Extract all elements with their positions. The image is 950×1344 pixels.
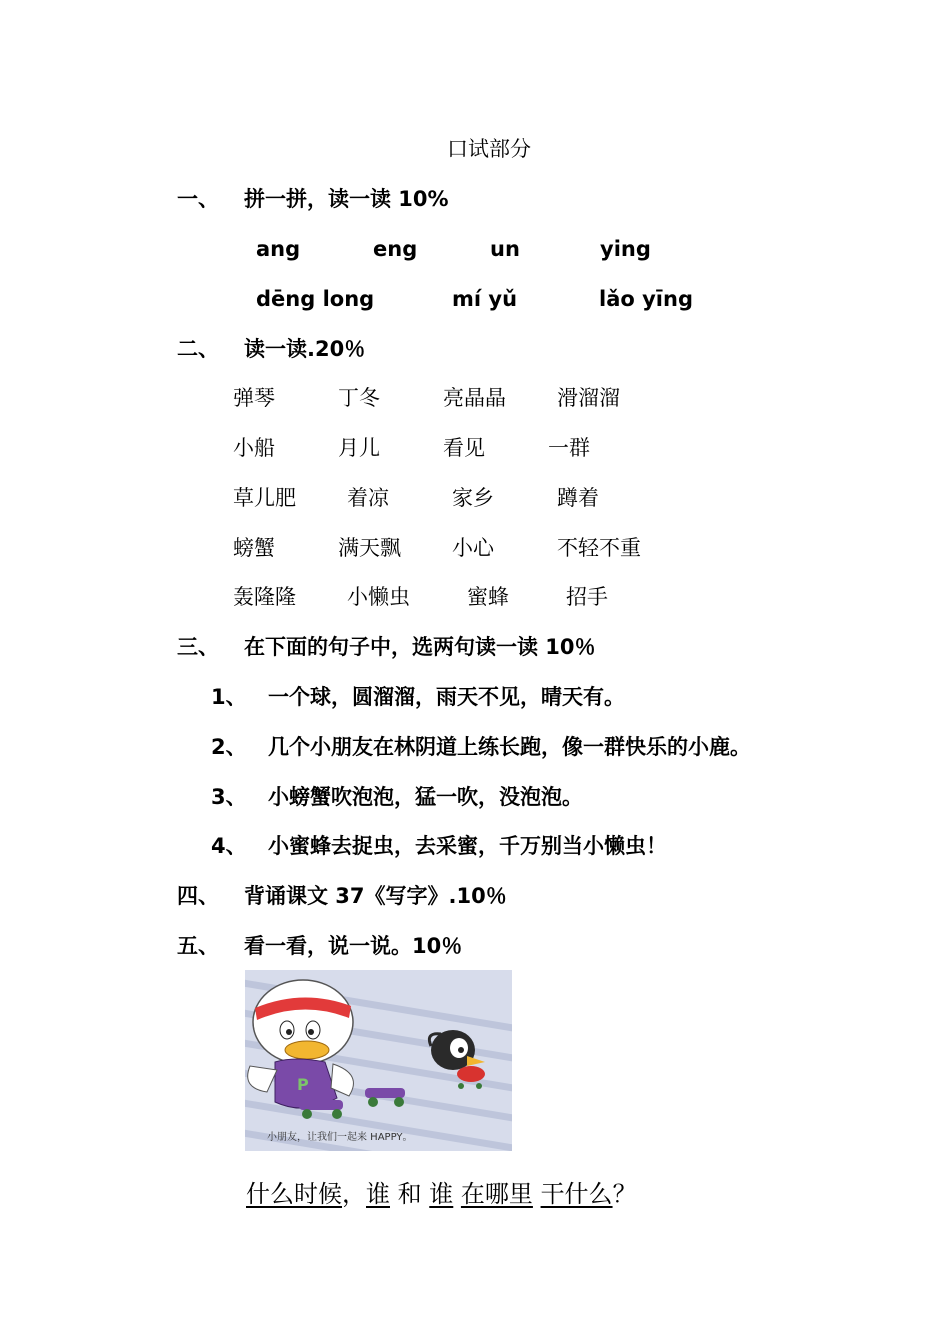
word-item: 看见	[443, 436, 485, 460]
question-who-2: 谁	[429, 1180, 454, 1208]
word-item: 不轻不重	[557, 536, 641, 560]
page-title: 口试部分	[447, 137, 531, 161]
pinyin-item: un	[490, 237, 520, 261]
word-item: 小船	[233, 436, 275, 460]
word-item: 月儿	[338, 436, 380, 460]
sentence-2-text: 几个小朋友在林阴道上练长跑，像一群快乐的小鹿。	[268, 735, 751, 759]
section-4-heading: 背诵课文 37《写字》.10％	[244, 884, 507, 908]
word-item: 蜜蜂	[467, 585, 509, 609]
word-item: 招手	[566, 585, 608, 609]
question-who-1: 谁	[366, 1180, 390, 1208]
section-3-heading: 在下面的句子中，选两句读一读 10％	[244, 635, 596, 659]
word-item: 一群	[548, 436, 590, 460]
pinyin-item: ang	[256, 237, 301, 261]
section-1-number: 一、	[177, 187, 219, 211]
word-item: 着凉	[347, 486, 389, 510]
section-3-number: 三、	[177, 635, 219, 659]
word-item: 螃蟹	[233, 536, 275, 560]
word-item: 满天飘	[338, 536, 401, 560]
word-item: 滑溜溜	[557, 386, 620, 410]
question-end: ？	[612, 1180, 637, 1208]
cartoon-picture	[245, 970, 512, 1151]
word-item: 蹲着	[557, 486, 599, 510]
sentence-1-text: 一个球，圆溜溜，雨天不见，晴天有。	[268, 685, 625, 709]
section-5-heading: 看一看，说一说。10％	[244, 934, 463, 958]
sentence-2-number: 2、	[211, 735, 247, 759]
question-what: 干什么	[540, 1180, 613, 1208]
word-item: 弹琴	[233, 386, 275, 410]
question-comma: ，	[342, 1180, 366, 1208]
question-where: 在哪里	[460, 1180, 533, 1208]
word-item: 小心	[452, 536, 494, 560]
word-item: 丁冬	[338, 386, 380, 410]
svg-text:P: P	[297, 1075, 309, 1094]
section-1-heading: 拼一拼，读一读 10%	[244, 187, 449, 211]
word-item: 草儿肥	[233, 486, 296, 510]
section-5-number: 五、	[177, 934, 219, 958]
pinyin-item: mí yǔ	[452, 287, 518, 311]
word-item: 家乡	[452, 486, 494, 510]
question-line	[246, 1179, 637, 1209]
word-item: 小懒虫	[347, 585, 410, 609]
question-when: 什么时候	[246, 1180, 342, 1208]
word-item: 轰隆隆	[233, 585, 296, 609]
word-item: 亮晶晶	[443, 386, 506, 410]
pinyin-item: ying	[600, 237, 651, 261]
pinyin-item: eng	[373, 237, 418, 261]
pinyin-item: lǎo yīng	[599, 287, 693, 311]
sentence-3-number: 3、	[211, 785, 247, 809]
sentence-4-number: 4、	[211, 834, 247, 858]
pinyin-item: dēng long	[256, 287, 375, 311]
sentence-1-number: 1、	[211, 685, 247, 709]
question-and: 和	[397, 1180, 422, 1208]
section-2-number: 二、	[177, 337, 219, 361]
sentence-4-text: 小蜜蜂去捉虫，去采蜜，千万别当小懒虫！	[268, 834, 667, 858]
picture-caption: 小朋友，让我们一起来 HAPPY。	[267, 1132, 413, 1143]
section-2-heading: 读一读.20％	[244, 337, 366, 361]
sentence-3-text: 小螃蟹吹泡泡，猛一吹，没泡泡。	[268, 785, 583, 809]
section-4-number: 四、	[177, 884, 219, 908]
